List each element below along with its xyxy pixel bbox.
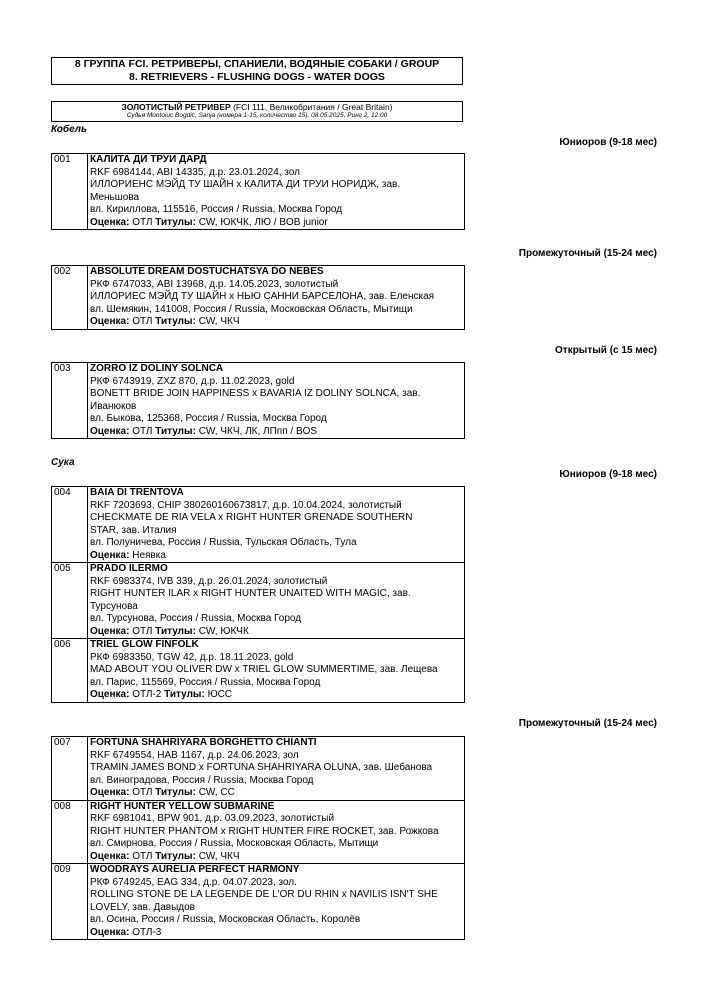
- dog-parents: ИЛЛОРИЕС МЭЙД ТУ ШАЙН х НЬЮ САННИ БАРСЕЛОНА, зав. Еленская: [90, 291, 435, 302]
- judge-info: Судья Montoiuc Bogdic, Sanja (номера 1-15, количество 15), 08.05.2025, Ринг 2, 12:00: [126, 112, 388, 119]
- entry-number: 008: [52, 800, 88, 864]
- dog-parents: TRAMIN JAMES BOND x FORTUNA SHAHRIYARA OLUNA, зав. Шебанова: [90, 762, 433, 773]
- dog-parents: CHECKMATE DE RIA VELA x RIGHT HUNTER GRENADE SOUTHERN: [90, 512, 413, 523]
- dog-parents: RIGHT HUNTER PHANTOM x RIGHT HUNTER FIRE ROCKET, зав. Рожкова: [90, 825, 439, 837]
- dog-name: ABSOLUTE DREAM DOSTUCHATSYA DO NEBES: [90, 266, 324, 277]
- dog-result: Оценка: ОТЛ Титулы: CW, ЧКЧ: [90, 850, 240, 862]
- entry-details: [88, 800, 465, 864]
- entries-table: [51, 736, 465, 940]
- table-row: [52, 266, 465, 330]
- entry-number: 006: [52, 639, 88, 703]
- entry-number: 003: [52, 363, 88, 439]
- class-heading: Юниоров (9-18 мес): [559, 469, 657, 480]
- table-row: [52, 154, 465, 230]
- entry-details: [88, 363, 465, 439]
- dog-name: TRIEL GLOW FINFOLK: [90, 639, 199, 650]
- section-male: Кобель: [51, 124, 87, 135]
- dog-registration: RKF 7203693, CHIP 380260160673817, д.р. 10.04.2024, золотистый: [90, 499, 402, 511]
- entry-details: [88, 639, 465, 703]
- dog-parents: BONETT BRIDE JOIN HAPPINESS x BAVARIA IZ DOLINY SOLNCA, зав.: [90, 388, 421, 399]
- group-title-line2: 8. RETRIEVERS - FLUSHING DOGS - WATER DOGS: [129, 71, 385, 83]
- entry-number: 009: [52, 864, 88, 940]
- dog-owner: вл. Шемякин, 141008, Россия / Russia, Московская Область, Мытищи: [90, 303, 413, 315]
- dog-result: Оценка: Неявка: [90, 549, 166, 561]
- dog-owner: вл. Быкова, 125368, Россия / Russia, Москва Город: [90, 413, 327, 424]
- entry-details: [88, 563, 465, 639]
- dog-result: Оценка: ОТЛ Титулы: CW, ЧКЧ, ЛК, ЛПпп / BOS: [90, 425, 318, 437]
- table-row: [52, 487, 465, 563]
- entry-number: 007: [52, 737, 88, 801]
- class-heading: Юниоров (9-18 мес): [559, 137, 657, 148]
- dog-registration: RKF 6981041, BPW 901, д.р. 03.09.2023, золотистый: [90, 813, 335, 824]
- dog-breeder: Турсунова: [90, 600, 138, 612]
- dog-owner: вл. Осина, Россия / Russia, Московская Область, Королёв: [90, 914, 361, 925]
- dog-owner: вл. Виноградова, Россия / Russia, Москва Город: [90, 774, 314, 786]
- group-header: [51, 57, 463, 85]
- dog-owner: вл. Смирнова, Россия / Russia, Московская Область, Мытищи: [90, 838, 379, 849]
- entry-number: 005: [52, 563, 88, 639]
- entry-number: 002: [52, 266, 88, 330]
- dog-parents: MAD ABOUT YOU OLIVER DW x TRIEL GLOW SUMMERTIME, зав. Лещева: [90, 664, 438, 675]
- dog-name: PRADO ILERMO: [90, 563, 168, 574]
- entries-table: [51, 153, 465, 230]
- breed-info: (FCI 111, Великобритания / Great Britain): [233, 102, 393, 112]
- table-row: [52, 800, 465, 864]
- table-row: [52, 639, 465, 703]
- dog-name: FORTUNA SHAHRIYARA BORGHETTO CHIANTI: [90, 737, 317, 748]
- entry-details: [88, 487, 465, 563]
- dog-name: КАЛИТА ДИ ТРУИ ДАРД: [90, 154, 207, 165]
- dog-breeder: Меньшова: [90, 191, 140, 203]
- class-heading: Промежуточный (15-24 мес): [518, 248, 657, 259]
- dog-result: Оценка: ОТЛ-3: [90, 926, 162, 938]
- entry-number: 004: [52, 487, 88, 563]
- entry-number: 001: [52, 154, 88, 230]
- breed-header: [51, 101, 463, 122]
- dog-result: Оценка: ОТЛ Титулы: CW, ЧКЧ: [90, 316, 240, 327]
- dog-breeder: STAR, зав. Италия: [90, 524, 177, 536]
- entries-table: [51, 265, 465, 330]
- table-row: [52, 864, 465, 940]
- breed-name: ЗОЛОТИСТЫЙ РЕТРИВЕР: [121, 102, 231, 112]
- table-row: [52, 563, 465, 639]
- dog-owner: вл. Турсунова, Россия / Russia, Москва Город: [90, 613, 302, 624]
- class-heading: Промежуточный (15-24 мес): [518, 718, 657, 729]
- class-heading: Открытый (с 15 мес): [555, 345, 657, 356]
- dog-name: ZORRO IZ DOLINY SOLNCA: [90, 363, 224, 374]
- dog-owner: вл. Кириллова, 115516, Россия / Russia, Москва Город: [90, 204, 343, 215]
- dog-name: BAIA DI TRENTOVA: [90, 487, 184, 498]
- dog-result: Оценка: ОТЛ Титулы: CW, ЮКЧК: [90, 625, 249, 637]
- dog-registration: РКФ 6747033, ABI 13968, д.р. 14.05.2023, золотистый: [90, 278, 339, 290]
- dog-parents: RIGHT HUNTER ILAR x RIGHT HUNTER UNAITED WITH MAGIC, зав.: [90, 588, 411, 599]
- dog-result: Оценка: ОТЛ Титулы: CW, ЮКЧК, ЛЮ / BOB junior: [90, 216, 328, 228]
- dog-registration: РКФ 6749245, EAG 334, д.р. 04.07.2023, зол.: [90, 876, 297, 888]
- entries-table: [51, 362, 465, 439]
- entry-details: [88, 266, 465, 330]
- table-row: [52, 363, 465, 439]
- dog-breeder: Иванюков: [90, 400, 137, 412]
- dog-registration: RKF 6984144, ABI 14335, д.р. 23.01.2024, зол: [90, 166, 300, 178]
- table-row: [52, 737, 465, 801]
- dog-name: WOODRAYS AURELIA PERFECT HARMONY: [90, 864, 300, 875]
- section-female: Сука: [51, 457, 75, 468]
- dog-result: Оценка: ОТЛ Титулы: CW, CC: [90, 787, 235, 798]
- dog-breeder: LOVELY, зав. Давыдов: [90, 901, 195, 913]
- dog-result: Оценка: ОТЛ-2 Титулы: ЮСС: [90, 689, 233, 700]
- entries-table: [51, 486, 465, 703]
- dog-registration: RKF 6983374, IVB 339, д.р. 26.01.2024, золотистый: [90, 575, 328, 587]
- dog-owner: вл. Парис, 115569, Россия / Russia, Москва Город: [90, 676, 321, 688]
- dog-parents: ROLLING STONE DE LA LEGENDE DE L'OR DU RHIN x NAVILIS ISN'T SHE: [90, 889, 438, 900]
- dog-parents: ИЛЛОРИЕНС МЭЙД ТУ ШАЙН х КАЛИТА ДИ ТРУИ НОРИДЖ, зав.: [90, 179, 401, 190]
- dog-owner: вл. Полуничева, Россия / Russia, Тульская Область, Тула: [90, 537, 357, 548]
- entry-details: [88, 864, 465, 940]
- dog-registration: RKF 6749554, HAB 1167, д.р. 24.06.2023, зол: [90, 749, 299, 761]
- entry-details: [88, 154, 465, 230]
- dog-registration: РКФ 6983350, TGW 42, д.р. 18.11.2023, gold: [90, 651, 294, 663]
- group-title-line1: 8 ГРУППА FCI. РЕТРИВЕРЫ, СПАНИЕЛИ, ВОДЯНЫЕ СОБАКИ / GROUP: [74, 58, 440, 70]
- entry-details: [88, 737, 465, 801]
- dog-name: RIGHT HUNTER YELLOW SUBMARINE: [90, 800, 275, 812]
- dog-registration: РКФ 6743919, ZXZ 870, д.р. 11.02.2023, gold: [90, 375, 295, 387]
